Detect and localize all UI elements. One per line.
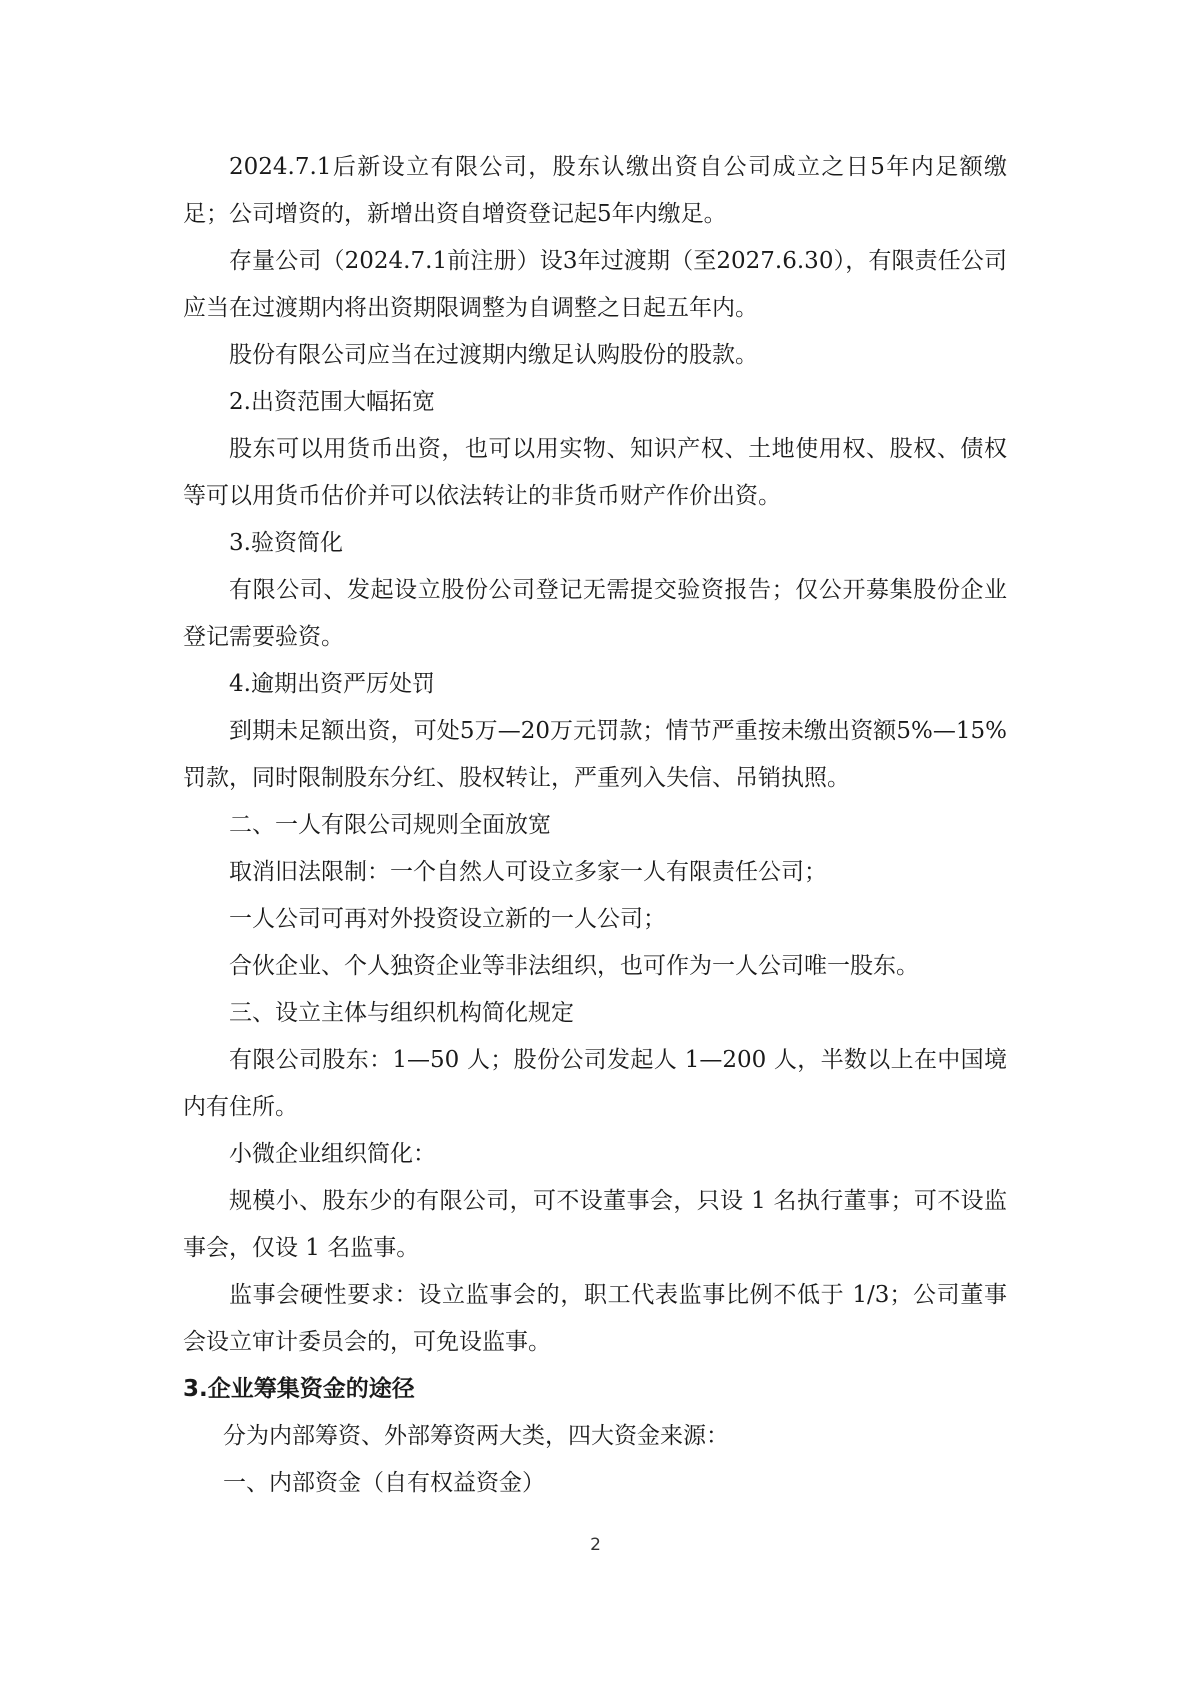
paragraph-contribution-scope: 股东可以用货币出资，也可以用实物、知识产权、土地使用权、股权、债权等可以用货币估价并可以依法转让的非货币财产作价出资。 — [183, 436, 1007, 509]
paragraph-joint-stock-payment: 股份有限公司应当在过渡期内缴足认购股份的股款。 — [229, 342, 758, 368]
paragraph-capital-verification: 有限公司、发起设立股份公司登记无需提交验资报告；仅公开募集股份企业登记需要验资。 — [183, 577, 1007, 650]
paragraph-one-person-investment: 一人公司可再对外投资设立新的一人公司； — [229, 906, 666, 932]
section-heading-financing-channels: 3.企业筹集资金的途径 — [183, 1376, 415, 1402]
paragraph-overdue-penalty: 到期未足额出资，可处5万—20万元罚款；情节严重按未缴出资额5%—15%罚款，同时限制股东分红、股权转让，严重列入失信、吊销执照。 — [183, 718, 1007, 791]
document-body — [183, 144, 1007, 1507]
paragraph-financing-categories: 分为内部筹资、外部筹资两大类，四大资金来源： — [223, 1423, 729, 1449]
section-heading-one-person-company: 二、一人有限公司规则全面放宽 — [229, 812, 551, 838]
paragraph-one-person-shareholder: 合伙企业、个人独资企业等非法组织，也可作为一人公司唯一股东。 — [229, 953, 919, 979]
paragraph-board-simplification: 规模小、股东少的有限公司，可不设董事会，只设 1 名执行董事；可不设监事会，仅设 1 名监事。 — [183, 1188, 1007, 1261]
section-heading-organization: 三、设立主体与组织机构简化规定 — [229, 1000, 574, 1026]
paragraph-capital-transition: 存量公司（2024.7.1前注册）设3年过渡期（至2027.6.30），有限责任公司应当在过渡期内将出资期限调整为自调整之日起五年内。 — [183, 248, 1007, 321]
paragraph-internal-funds: 一、内部资金（自有权益资金） — [223, 1470, 545, 1496]
paragraph-one-person-limit: 取消旧法限制：一个自然人可设立多家一人有限责任公司； — [229, 859, 827, 885]
paragraph-capital-deadline-new: 2024.7.1后新设立有限公司，股东认缴出资自公司成立之日5年内足额缴足；公司增资的，新增出资自增资登记起5年内缴足。 — [183, 154, 1007, 227]
section-heading-contribution-scope: 2.出资范围大幅拓宽 — [229, 389, 435, 415]
paragraph-small-enterprise: 小微企业组织简化： — [229, 1141, 436, 1167]
page-number: 2 — [590, 1535, 601, 1555]
section-heading-overdue-penalty: 4.逾期出资严厉处罚 — [229, 671, 435, 697]
section-heading-capital-verification: 3.验资简化 — [229, 530, 343, 556]
paragraph-supervisory-board: 监事会硬性要求：设立监事会的，职工代表监事比例不低于 1/3；公司董事会设立审计委员会的，可免设监事。 — [183, 1282, 1007, 1355]
paragraph-shareholder-count: 有限公司股东：1—50 人；股份公司发起人 1—200 人，半数以上在中国境内有住所。 — [183, 1047, 1007, 1120]
